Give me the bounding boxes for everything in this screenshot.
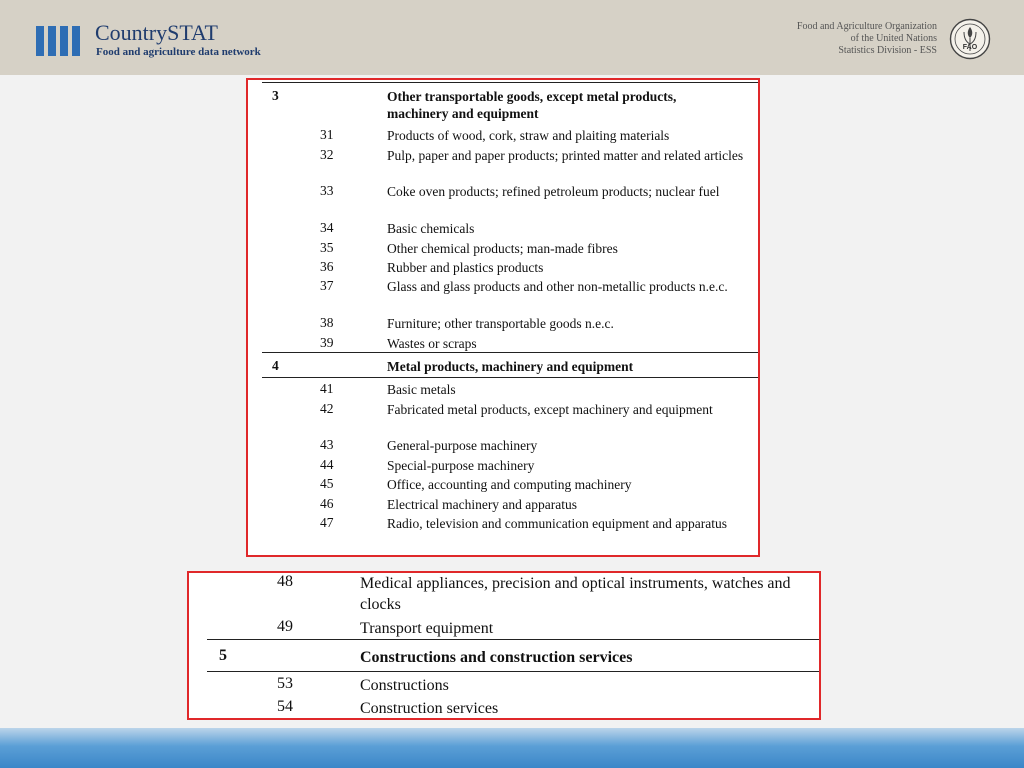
group-code: 42	[320, 401, 334, 416]
classification-table-excerpt-1	[246, 78, 760, 557]
organization-name	[797, 21, 937, 57]
group-desc: Medical appliances, precision and optical instruments, watches and clocks	[360, 575, 791, 613]
group-code: 34	[320, 220, 334, 235]
group-code: 47	[320, 515, 334, 530]
group-desc: Products of wood, cork, straw and plaiting materials	[387, 128, 670, 143]
group-code: 54	[277, 698, 293, 715]
division-title: Constructions and construction services	[360, 649, 633, 666]
division-title	[387, 88, 747, 122]
group-code: 44	[320, 457, 334, 472]
group-code: 53	[277, 675, 293, 692]
table-rule	[262, 377, 758, 378]
group-desc: Furniture; other transportable goods n.e.c.	[387, 316, 614, 331]
division-code: 5	[219, 647, 227, 664]
group-code: 39	[320, 335, 334, 350]
group-code: 46	[320, 496, 334, 511]
group-desc: Basic metals	[387, 382, 456, 397]
group-desc: Pulp, paper and paper products; printed matter and related articles	[387, 148, 744, 163]
table-rule	[262, 352, 758, 353]
group-desc: Constructions	[360, 677, 449, 694]
group-code: 43	[320, 437, 334, 452]
group-desc: Coke oven products; refined petroleum products; nuclear fuel	[387, 184, 720, 199]
group-code: 36	[320, 259, 334, 274]
group-desc: Construction services	[360, 700, 499, 717]
division-title-line: machinery and equipment	[387, 106, 539, 121]
org-line: Statistics Division - ESS	[838, 45, 937, 56]
group-desc: Radio, television and communication equipment and apparatus	[387, 516, 728, 531]
org-line: of the United Nations	[850, 33, 937, 44]
group-desc: Basic chemicals	[387, 221, 475, 236]
countrystat-logo-icon	[36, 26, 80, 56]
classification-table-excerpt-2	[187, 571, 821, 720]
group-desc: General-purpose machinery	[387, 438, 538, 453]
fao-emblem-text: FAO	[962, 44, 978, 51]
header-banner	[0, 0, 1024, 75]
group-code: 33	[320, 183, 334, 198]
group-desc: Electrical machinery and apparatus	[387, 497, 578, 512]
group-desc: Transport equipment	[360, 620, 494, 637]
group-code: 35	[320, 240, 334, 255]
group-code: 48	[277, 573, 293, 590]
group-code: 41	[320, 381, 334, 396]
table-rule	[207, 671, 819, 672]
group-code: 37	[320, 278, 334, 293]
group-code: 38	[320, 315, 334, 330]
group-code: 32	[320, 147, 334, 162]
group-desc: Special-purpose machinery	[387, 458, 535, 473]
brand-title: CountrySTAT	[95, 20, 218, 45]
table-rule	[207, 639, 819, 640]
org-line: Food and Agriculture Organization	[796, 21, 937, 32]
group-desc: Other chemical products; man-made fibres	[387, 241, 618, 256]
division-code: 3	[272, 88, 279, 103]
group-desc: Wastes or scraps	[387, 336, 477, 351]
group-code: 45	[320, 476, 334, 491]
group-desc: Glass and glass products and other non-metallic products n.e.c.	[387, 279, 728, 294]
division-title-line: Other transportable goods, except metal products,	[387, 89, 677, 104]
group-code: 31	[320, 127, 334, 142]
group-desc: Rubber and plastics products	[387, 260, 544, 275]
brand-subtitle: Food and agriculture data network	[96, 46, 261, 58]
group-code: 49	[277, 618, 293, 635]
fao-emblem-icon	[949, 18, 991, 60]
division-title: Metal products, machinery and equipment	[387, 359, 634, 374]
table-rule	[262, 82, 758, 83]
footer-bar	[0, 728, 1024, 768]
group-desc: Office, accounting and computing machinery	[387, 477, 632, 492]
group-desc: Fabricated metal products, except machinery and equipment	[387, 402, 713, 417]
division-code: 4	[272, 358, 279, 373]
